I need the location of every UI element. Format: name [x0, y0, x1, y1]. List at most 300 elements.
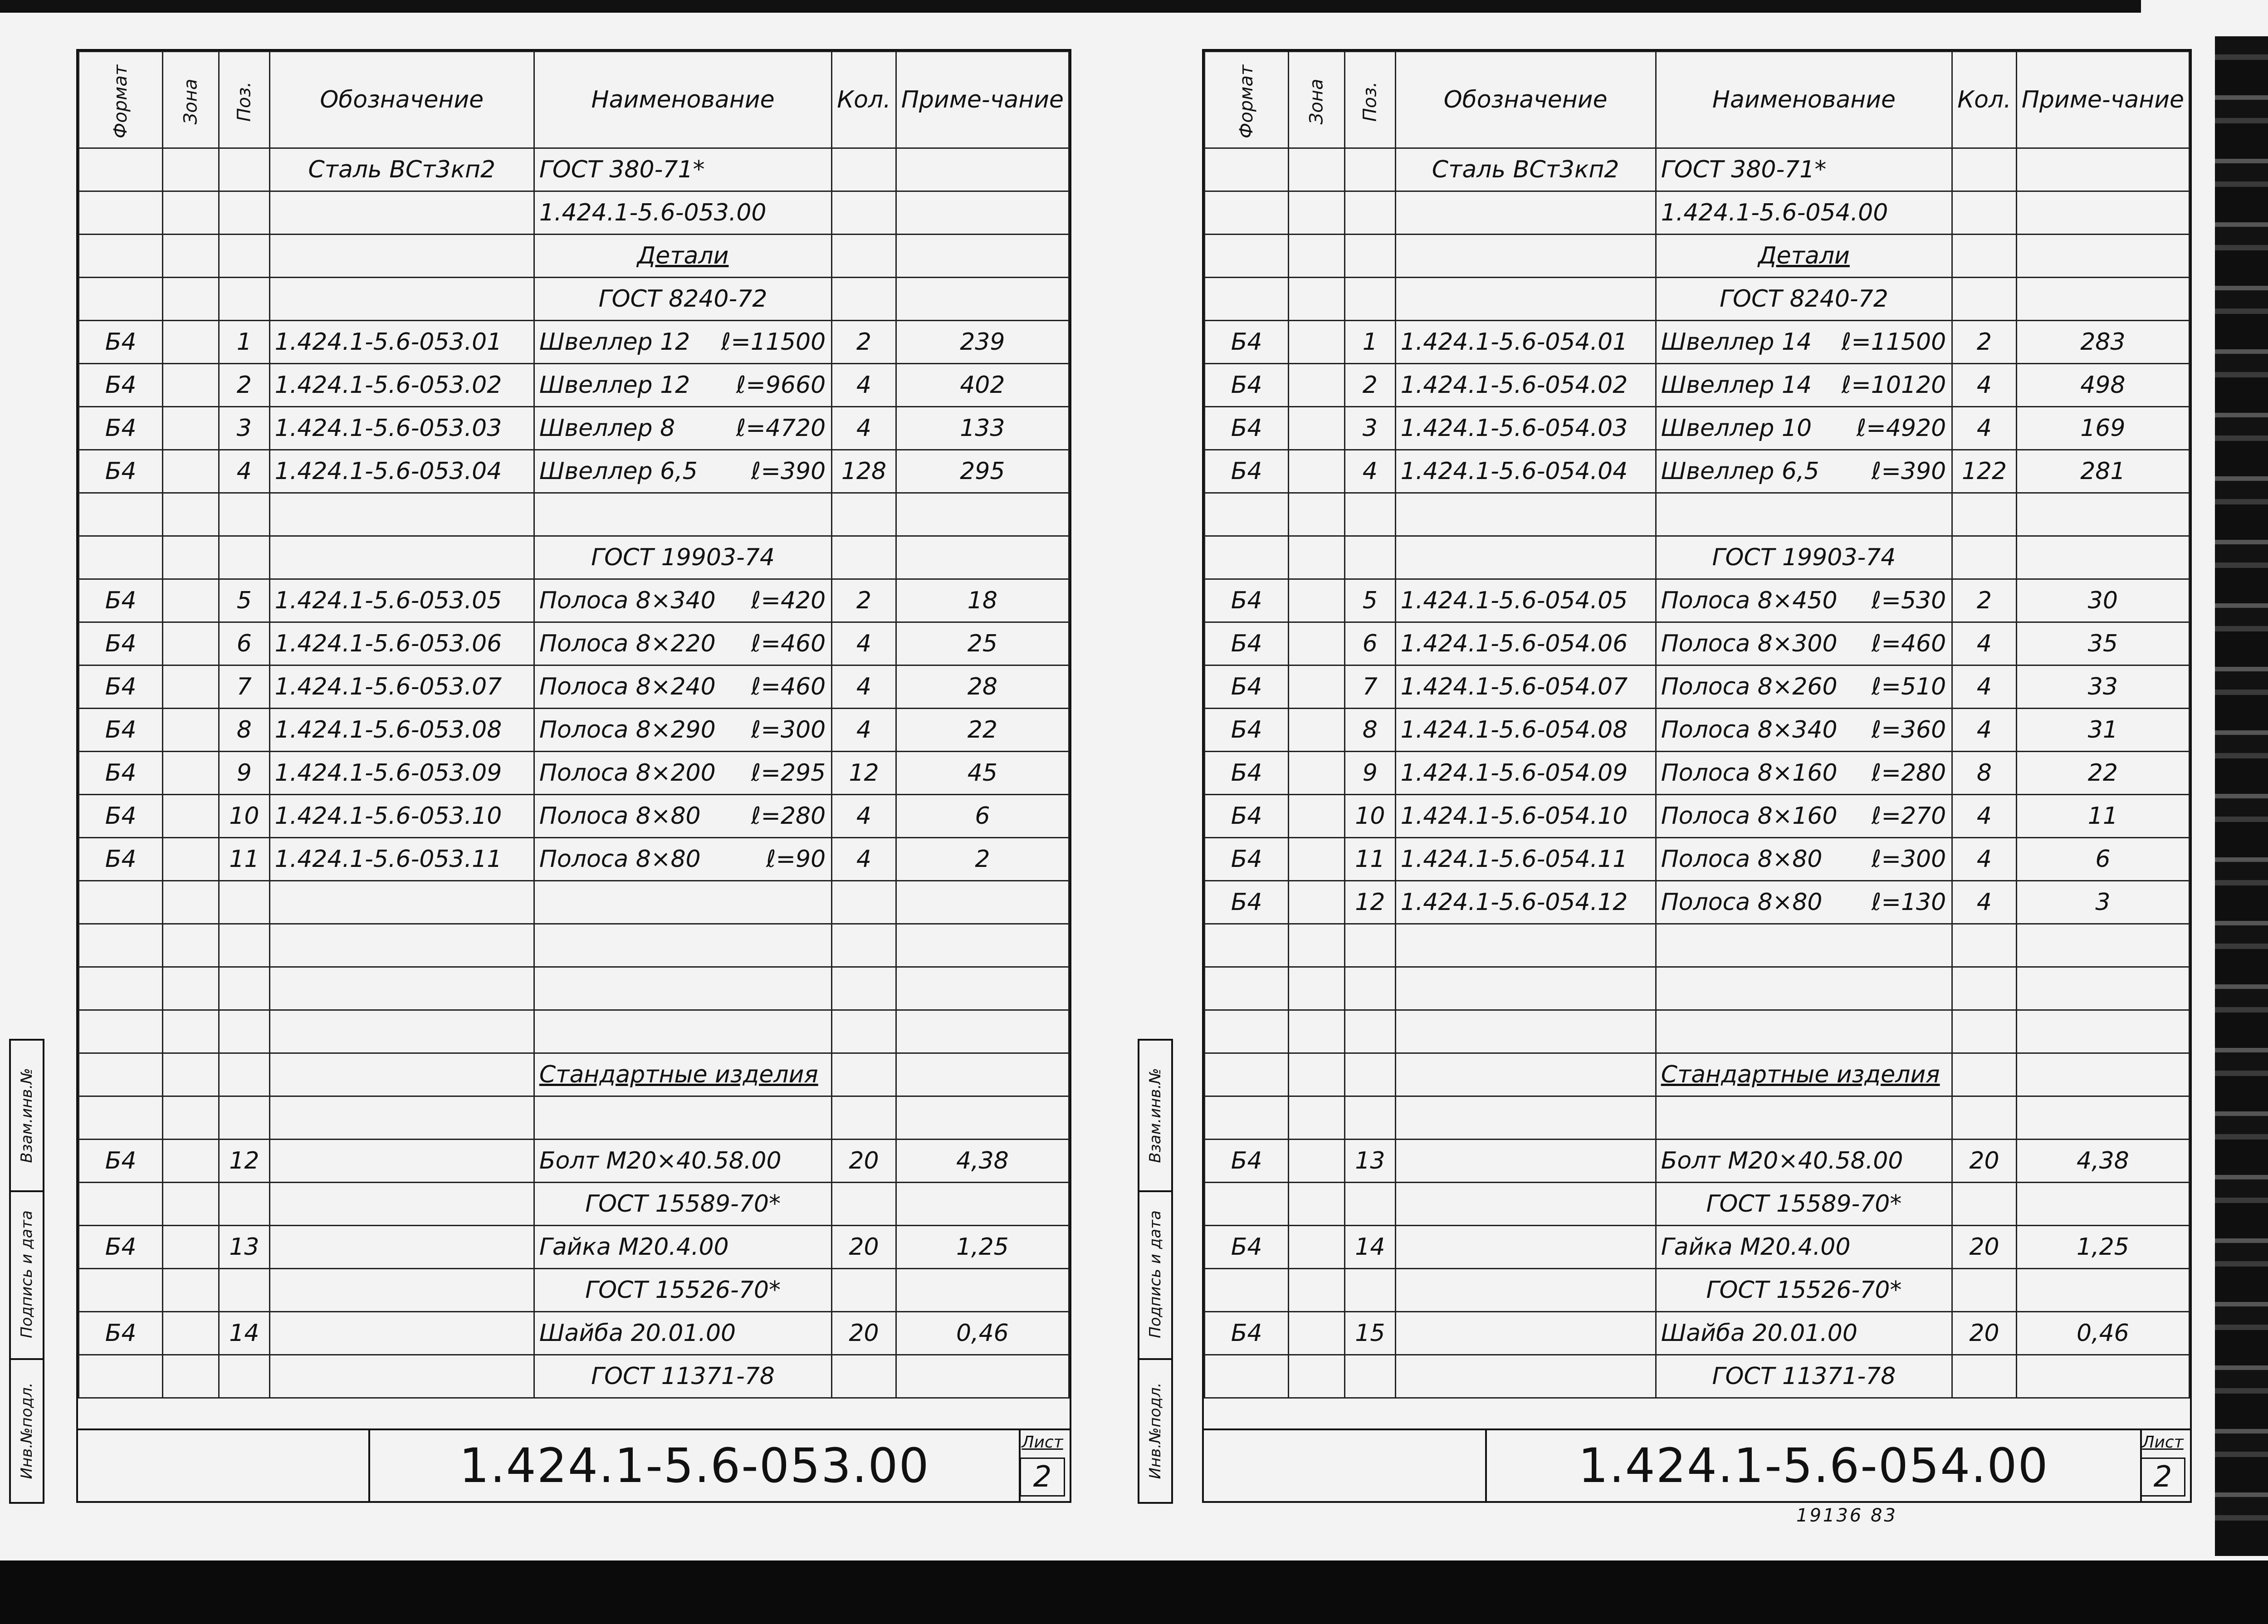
cell-note: 239 — [896, 321, 1069, 364]
cell-zone — [163, 235, 219, 278]
table-row — [79, 924, 1069, 967]
cell-designation — [1395, 1010, 1656, 1053]
item-name: Полоса 8×260 — [1661, 673, 1838, 700]
cell-note: 133 — [896, 407, 1069, 450]
cell-pos — [219, 1183, 270, 1226]
cell-zone — [1289, 795, 1345, 838]
cell-name — [1656, 235, 1952, 278]
cell-note — [896, 493, 1069, 536]
cell-designation: 1.424.1-5.6-054.11 — [1395, 838, 1656, 881]
cell-note: 4,38 — [896, 1140, 1069, 1183]
cell-name — [1656, 1269, 1952, 1312]
cell-name — [534, 1312, 831, 1355]
cell-qty: 4 — [1952, 838, 2017, 881]
cell-name — [534, 278, 831, 321]
cell-qty: 4 — [1952, 364, 2017, 407]
item-name: Полоса 8×450 — [1661, 587, 1838, 614]
cell-format: Б4 — [79, 364, 163, 407]
cell-designation: 1.424.1-5.6-054.02 — [1395, 364, 1656, 407]
cell-format — [79, 235, 163, 278]
cell-pos — [219, 1053, 270, 1096]
table-row — [1205, 1269, 2190, 1312]
cell-pos: 13 — [219, 1226, 270, 1269]
cell-pos: 7 — [219, 665, 270, 709]
cell-name — [534, 665, 831, 709]
cell-zone — [1289, 364, 1345, 407]
cell-name — [534, 148, 831, 191]
cell-name — [1656, 148, 1952, 191]
cell-designation: 1.424.1-5.6-054.05 — [1395, 579, 1656, 622]
cell-format — [1205, 1053, 1289, 1096]
cell-pos — [1345, 1053, 1396, 1096]
cell-name — [534, 1226, 831, 1269]
cell-zone — [163, 450, 219, 493]
item-name: Полоса 8×340 — [1661, 716, 1838, 744]
cell-note: 22 — [896, 709, 1069, 752]
table-row — [79, 407, 1069, 450]
cell-name — [534, 795, 831, 838]
item-length: ℓ=360 — [1871, 716, 1946, 744]
item-name: Швеллер 6,5 — [1661, 458, 1819, 485]
item-name: ГОСТ 380-71* — [539, 156, 705, 183]
cell-qty — [1952, 1096, 2017, 1140]
cell-note — [2016, 148, 2189, 191]
cell-designation — [269, 1140, 534, 1183]
cell-format: Б4 — [79, 665, 163, 709]
cell-zone — [1289, 191, 1345, 235]
table-row — [1205, 1010, 2190, 1053]
spec-table — [1204, 51, 2190, 1399]
cell-qty: 128 — [832, 450, 896, 493]
stamp-sign-date: Подпись и дата — [18, 1210, 36, 1338]
item-length: ℓ=280 — [751, 802, 826, 830]
cell-format — [79, 1355, 163, 1398]
cell-format: Б4 — [1205, 709, 1289, 752]
cell-zone — [1289, 881, 1345, 924]
cell-name — [534, 321, 831, 364]
cell-zone — [163, 1183, 219, 1226]
cell-pos: 12 — [1345, 881, 1396, 924]
cell-format: Б4 — [79, 1140, 163, 1183]
item-length: ℓ=280 — [1871, 759, 1946, 787]
cell-pos — [219, 967, 270, 1010]
cell-designation: 1.424.1-5.6-054.08 — [1395, 709, 1656, 752]
item-name: 1.424.1-5.6-054.00 — [1661, 199, 1888, 226]
cell-pos — [219, 1269, 270, 1312]
cell-designation — [1395, 1355, 1656, 1398]
cell-qty: 4 — [832, 665, 896, 709]
cell-pos: 5 — [219, 579, 270, 622]
document-code: 1.424.1-5.6-054.00 — [1485, 1430, 2142, 1501]
cell-note: 4,38 — [2016, 1140, 2189, 1183]
cell-name — [534, 191, 831, 235]
cell-zone — [1289, 665, 1345, 709]
cell-qty: 20 — [832, 1312, 896, 1355]
cell-name — [1656, 364, 1952, 407]
cell-pos — [219, 1096, 270, 1140]
table-row — [1205, 665, 2190, 709]
cell-name — [1656, 1010, 1952, 1053]
cell-designation: 1.424.1-5.6-053.06 — [269, 622, 534, 665]
cell-name — [534, 1140, 831, 1183]
item-name: Полоса 8×160 — [1661, 802, 1838, 830]
table-row — [1205, 622, 2190, 665]
cell-note — [896, 881, 1069, 924]
cell-zone — [163, 148, 219, 191]
item-name: Полоса 8×80 — [539, 802, 701, 830]
cell-zone — [163, 1226, 219, 1269]
cell-designation — [269, 536, 534, 579]
cell-zone — [163, 967, 219, 1010]
cell-qty: 4 — [1952, 795, 2017, 838]
item-length: ℓ=10120 — [1841, 372, 1946, 399]
cell-format — [1205, 1355, 1289, 1398]
cell-name — [534, 364, 831, 407]
table-row — [1205, 881, 2190, 924]
cell-zone — [163, 665, 219, 709]
cell-qty — [1952, 1183, 2017, 1226]
cell-format: Б4 — [1205, 579, 1289, 622]
cell-note — [2016, 1183, 2189, 1226]
stamp-sign-date: Подпись и дата — [1146, 1210, 1164, 1338]
cell-note: 0,46 — [896, 1312, 1069, 1355]
cell-qty: 20 — [1952, 1312, 2017, 1355]
cell-name — [534, 752, 831, 795]
cell-zone — [163, 536, 219, 579]
cell-name — [1656, 1183, 1952, 1226]
cell-format: Б4 — [1205, 1140, 1289, 1183]
cell-pos: 7 — [1345, 665, 1396, 709]
cell-designation — [1395, 536, 1656, 579]
table-row — [1205, 1226, 2190, 1269]
table-row — [1205, 493, 2190, 536]
cell-format: Б4 — [1205, 838, 1289, 881]
cell-note: 295 — [896, 450, 1069, 493]
cell-pos — [1345, 278, 1396, 321]
cell-designation — [1395, 191, 1656, 235]
cell-note — [896, 1183, 1069, 1226]
title-block — [78, 1428, 1070, 1501]
cell-zone — [163, 1355, 219, 1398]
col-pos: Поз. — [219, 52, 270, 148]
item-length: ℓ=460 — [751, 630, 826, 657]
cell-format — [1205, 278, 1289, 321]
cell-qty — [832, 924, 896, 967]
item-name: Полоса 8×80 — [1661, 889, 1823, 916]
item-name: Швеллер 14 — [1661, 372, 1812, 399]
item-name: Полоса 8×160 — [1661, 759, 1838, 787]
cell-designation — [269, 1226, 534, 1269]
cell-zone — [163, 191, 219, 235]
cell-pos — [1345, 1096, 1396, 1140]
cell-designation: 1.424.1-5.6-053.05 — [269, 579, 534, 622]
cell-note: 22 — [2016, 752, 2189, 795]
item-name: Детали — [637, 242, 729, 269]
table-row — [1205, 450, 2190, 493]
cell-qty: 2 — [832, 321, 896, 364]
item-name: Полоса 8×80 — [539, 846, 701, 873]
item-length: ℓ=270 — [1871, 802, 1946, 830]
cell-pos: 15 — [1345, 1312, 1396, 1355]
col-designation: Обозначение — [1395, 52, 1656, 148]
cell-pos: 8 — [219, 709, 270, 752]
cell-pos — [219, 1010, 270, 1053]
cell-name — [1656, 622, 1952, 665]
cell-pos: 4 — [219, 450, 270, 493]
cell-qty: 12 — [832, 752, 896, 795]
cell-format — [1205, 1183, 1289, 1226]
cell-zone — [1289, 752, 1345, 795]
cell-zone — [1289, 321, 1345, 364]
sheet-number: 2 — [2140, 1458, 2185, 1497]
cell-format: Б4 — [1205, 752, 1289, 795]
cell-format: Б4 — [79, 752, 163, 795]
cell-qty — [832, 235, 896, 278]
cell-format — [1205, 967, 1289, 1010]
cell-pos: 5 — [1345, 579, 1396, 622]
cell-zone — [1289, 622, 1345, 665]
item-length: ℓ=300 — [1871, 846, 1946, 873]
item-name: 1.424.1-5.6-053.00 — [539, 199, 767, 226]
cell-name — [1656, 407, 1952, 450]
cell-zone — [1289, 235, 1345, 278]
cell-pos — [219, 493, 270, 536]
cell-format: Б4 — [1205, 407, 1289, 450]
item-name: Детали — [1758, 242, 1850, 269]
cell-zone — [1289, 967, 1345, 1010]
cell-designation: 1.424.1-5.6-054.09 — [1395, 752, 1656, 795]
cell-zone — [1289, 493, 1345, 536]
table-row — [1205, 579, 2190, 622]
cell-note: 3 — [2016, 881, 2189, 924]
cell-designation: 1.424.1-5.6-054.10 — [1395, 795, 1656, 838]
cell-note: 31 — [2016, 709, 2189, 752]
cell-name — [534, 536, 831, 579]
cell-zone — [163, 838, 219, 881]
col-note: Приме-чание — [2016, 52, 2189, 148]
cell-qty — [832, 536, 896, 579]
table-row — [79, 795, 1069, 838]
cell-zone — [1289, 450, 1345, 493]
table-row — [1205, 364, 2190, 407]
cell-zone — [1289, 536, 1345, 579]
cell-note: 25 — [896, 622, 1069, 665]
cell-designation — [269, 493, 534, 536]
table-row — [1205, 1312, 2190, 1355]
cell-designation — [1395, 493, 1656, 536]
cell-qty — [1952, 148, 2017, 191]
cell-designation: 1.424.1-5.6-053.11 — [269, 838, 534, 881]
cell-note: 6 — [2016, 838, 2189, 881]
table-row — [79, 752, 1069, 795]
table-row — [79, 665, 1069, 709]
cell-zone — [1289, 1053, 1345, 1096]
cell-designation: 1.424.1-5.6-053.01 — [269, 321, 534, 364]
table-row — [79, 967, 1069, 1010]
item-name: Стандартные изделия — [539, 1061, 818, 1088]
table-row — [1205, 191, 2190, 235]
cell-note: 283 — [2016, 321, 2189, 364]
sheet-label: Лист — [2142, 1433, 2184, 1452]
cell-zone — [1289, 1355, 1345, 1398]
cell-designation — [1395, 1226, 1656, 1269]
cell-name — [1656, 967, 1952, 1010]
table-row — [1205, 1183, 2190, 1226]
cell-zone — [1289, 579, 1345, 622]
item-name: Полоса 8×80 — [1661, 846, 1823, 873]
cell-name — [1656, 924, 1952, 967]
cell-zone — [163, 1053, 219, 1096]
cell-qty: 4 — [832, 407, 896, 450]
cell-qty: 122 — [1952, 450, 2017, 493]
cell-qty — [1952, 536, 2017, 579]
cell-format: Б4 — [79, 709, 163, 752]
cell-qty: 4 — [1952, 407, 2017, 450]
cell-qty — [1952, 924, 2017, 967]
cell-qty — [832, 1096, 896, 1140]
item-length: ℓ=11500 — [721, 328, 826, 356]
table-row — [79, 1226, 1069, 1269]
cell-format: Б4 — [79, 622, 163, 665]
cell-zone — [163, 924, 219, 967]
cell-pos: 1 — [1345, 321, 1396, 364]
archive-number: 19136 83 — [1796, 1505, 1897, 1526]
cell-pos: 12 — [219, 1140, 270, 1183]
cell-qty: 4 — [1952, 622, 2017, 665]
item-name: Швеллер 12 — [539, 328, 690, 356]
cell-zone — [163, 881, 219, 924]
item-name: ГОСТ 19903-74 — [1712, 544, 1896, 571]
item-length: ℓ=390 — [1871, 458, 1946, 485]
cell-note: 2 — [896, 838, 1069, 881]
cell-name — [534, 493, 831, 536]
cell-format: Б4 — [1205, 622, 1289, 665]
cell-format — [79, 191, 163, 235]
stamp-vzam: Взам.инв.№ — [18, 1068, 36, 1163]
cell-zone — [1289, 1183, 1345, 1226]
cell-format — [79, 1096, 163, 1140]
scan-right-edge — [2215, 36, 2268, 1556]
cell-designation — [269, 881, 534, 924]
item-name: Полоса 8×290 — [539, 716, 716, 744]
cell-note: 6 — [896, 795, 1069, 838]
cell-pos: 8 — [1345, 709, 1396, 752]
cell-pos — [219, 191, 270, 235]
cell-zone — [1289, 709, 1345, 752]
cell-qty — [832, 1010, 896, 1053]
cell-pos: 2 — [219, 364, 270, 407]
cell-pos — [219, 924, 270, 967]
cell-qty — [1952, 1053, 2017, 1096]
cell-zone — [1289, 148, 1345, 191]
cell-designation: 1.424.1-5.6-054.12 — [1395, 881, 1656, 924]
cell-designation — [269, 191, 534, 235]
item-name: Швеллер 12 — [539, 372, 690, 399]
cell-zone — [163, 709, 219, 752]
item-length: ℓ=300 — [751, 716, 826, 744]
cell-zone — [163, 1269, 219, 1312]
cell-zone — [1289, 1226, 1345, 1269]
cell-note: 28 — [896, 665, 1069, 709]
spec-sheet-right — [1202, 49, 2192, 1503]
cell-designation — [269, 1269, 534, 1312]
cell-format: Б4 — [79, 450, 163, 493]
stamp-vzam: Взам.инв.№ — [1146, 1068, 1164, 1163]
cell-zone — [163, 278, 219, 321]
item-name: Полоса 8×240 — [539, 673, 716, 700]
cell-format: Б4 — [1205, 1312, 1289, 1355]
item-length: ℓ=4720 — [736, 415, 826, 442]
cell-zone — [1289, 1010, 1345, 1053]
col-zone: Зона — [1289, 52, 1345, 148]
cell-format: Б4 — [1205, 1226, 1289, 1269]
cell-designation — [269, 1312, 534, 1355]
cell-name — [1656, 665, 1952, 709]
cell-name — [1656, 536, 1952, 579]
cell-format: Б4 — [79, 838, 163, 881]
cell-pos — [219, 235, 270, 278]
cell-note: 281 — [2016, 450, 2189, 493]
item-length: ℓ=510 — [1871, 673, 1946, 700]
cell-designation — [1395, 1053, 1656, 1096]
cell-qty — [1952, 191, 2017, 235]
cell-note: 11 — [2016, 795, 2189, 838]
item-length: ℓ=295 — [751, 759, 826, 787]
item-name: ГОСТ 8240-72 — [598, 285, 767, 313]
scan-bottom-border — [0, 1560, 2268, 1624]
item-length: ℓ=530 — [1871, 587, 1946, 614]
cell-pos — [219, 1355, 270, 1398]
stamp-column-left — [9, 1039, 44, 1504]
cell-name — [534, 1010, 831, 1053]
table-row — [79, 579, 1069, 622]
cell-zone — [163, 321, 219, 364]
cell-designation: 1.424.1-5.6-053.04 — [269, 450, 534, 493]
cell-pos: 3 — [1345, 407, 1396, 450]
cell-format — [1205, 1010, 1289, 1053]
table-row — [79, 278, 1069, 321]
table-row — [79, 450, 1069, 493]
cell-zone — [1289, 1140, 1345, 1183]
cell-designation — [269, 1355, 534, 1398]
cell-name — [1656, 795, 1952, 838]
item-name: Шайба 20.01.00 — [539, 1320, 736, 1347]
item-name: Полоса 8×200 — [539, 759, 716, 787]
cell-qty: 4 — [832, 709, 896, 752]
cell-pos: 10 — [1345, 795, 1396, 838]
cell-qty — [1952, 278, 2017, 321]
cell-pos — [219, 536, 270, 579]
cell-format — [79, 1269, 163, 1312]
cell-name — [1656, 321, 1952, 364]
cell-note: 18 — [896, 579, 1069, 622]
item-name: ГОСТ 19903-74 — [591, 544, 775, 571]
cell-name — [534, 450, 831, 493]
item-name: ГОСТ 15589-70* — [585, 1190, 781, 1218]
cell-note: 402 — [896, 364, 1069, 407]
cell-note — [896, 1010, 1069, 1053]
cell-format — [79, 924, 163, 967]
cell-format: Б4 — [79, 407, 163, 450]
cell-qty — [832, 881, 896, 924]
cell-note: 1,25 — [896, 1226, 1069, 1269]
cell-note: 498 — [2016, 364, 2189, 407]
cell-note — [896, 235, 1069, 278]
table-row — [1205, 321, 2190, 364]
cell-zone — [1289, 407, 1345, 450]
cell-designation — [1395, 278, 1656, 321]
table-row — [1205, 795, 2190, 838]
